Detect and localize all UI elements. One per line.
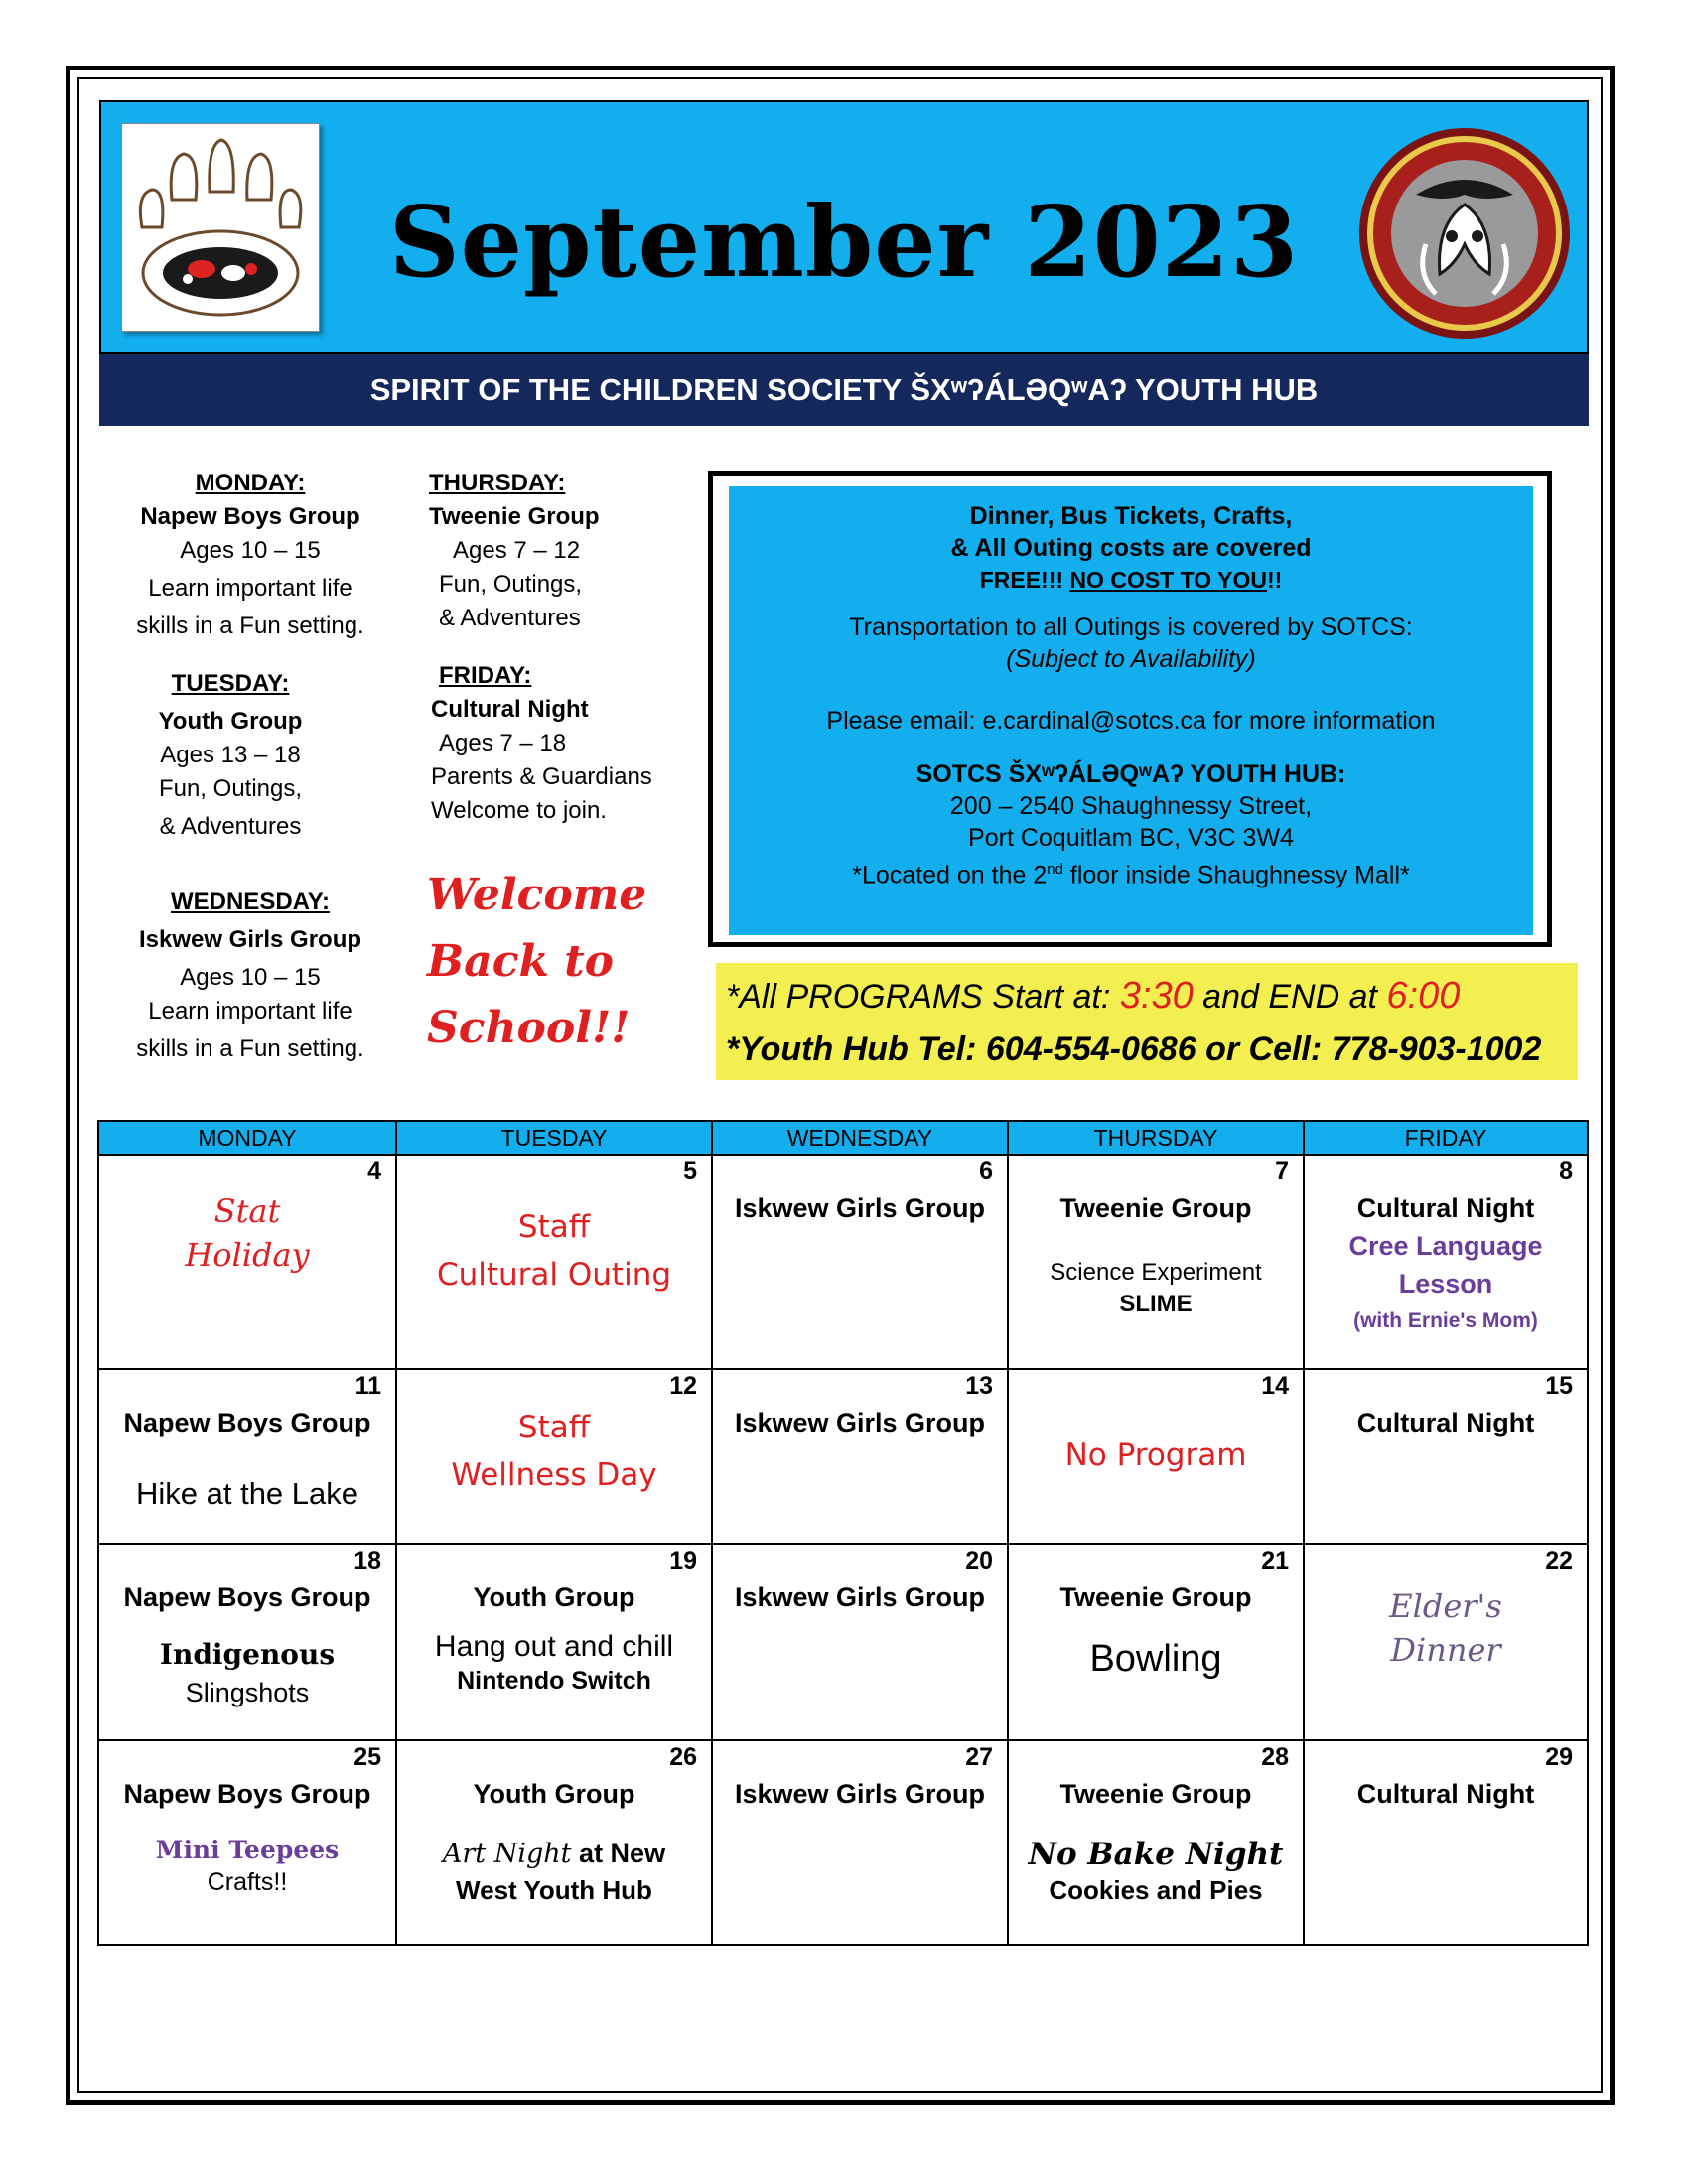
event-line: Stat [213,1192,281,1230]
day-label: FRIDAY: [439,662,532,689]
event-line: SLIME [1119,1291,1193,1317]
location-text: *Located on the 2 [852,861,1048,889]
day-number: 25 [353,1743,381,1771]
end-text: and END at [1193,978,1387,1016]
event-line: Youth Group [473,1779,635,1809]
day-cell [98,1544,396,1740]
event-line: Dinner [1390,1631,1501,1669]
day-number: 8 [1559,1158,1573,1185]
calendar-week [98,1155,1588,1369]
event-line: (with Ernie's Mom) [1353,1309,1538,1332]
event-line: Science Experiment [1050,1259,1262,1286]
day-cell [396,1544,712,1740]
day-cell [1008,1544,1304,1740]
schedule-line: Parents & Guardians [431,763,652,790]
event-line: Cultural Night [1356,1779,1535,1809]
event-line: Lesson [1398,1269,1493,1298]
schedule-thursday [429,467,657,635]
event-line: Cree Language [1348,1231,1543,1261]
schedule-line: Ages 13 – 18 [160,742,301,768]
header-thursday: THURSDAY [1008,1121,1304,1155]
calendar-week [98,1369,1588,1544]
header-friday: FRIDAY [1304,1121,1588,1155]
day-number: 21 [1261,1547,1289,1574]
schedule-line: & Adventures [439,605,581,631]
calendar-grid [97,1120,1589,1946]
day-number: 27 [965,1743,993,1771]
schedule-line: skills in a Fun setting. [136,613,364,639]
day-cell [712,1544,1008,1740]
event-line: Cultural Night [1356,1408,1535,1437]
header-wednesday: WEDNESDAY [712,1121,1008,1155]
group-name: Tweenie Group [429,503,600,530]
event-line: Iskwew Girls Group [734,1193,986,1223]
day-number: 26 [669,1743,697,1771]
day-number: 7 [1275,1158,1289,1185]
event-line: Bowling [1089,1638,1222,1680]
event-line: Napew Boys Group [123,1779,371,1809]
page-title: September 2023 [388,186,1300,300]
event-line: Youth Group [473,1582,635,1612]
schedule-line: Fun, Outings, [158,775,303,802]
schedule-friday [431,659,669,828]
day-cell [712,1369,1008,1544]
address-line: 200 – 2540 Shaughnessy Street, [949,792,1313,820]
bear-paw-icon [121,123,320,332]
day-cell [1304,1369,1588,1544]
event-line-group [397,1835,711,1873]
event-line: West Youth Hub [456,1875,652,1905]
welcome-back-message [427,862,646,1061]
event-line: Napew Boys Group [123,1582,371,1612]
event-line: Tweenie Group [1059,1193,1252,1223]
free-text: FREE!!! [979,567,1064,593]
event-line: Iskwew Girls Group [734,1408,986,1437]
group-name: Cultural Night [431,696,589,723]
schedule-line: Fun, Outings, [439,571,583,598]
schedule-line: Ages 7 – 18 [439,730,567,756]
calendar-week [98,1740,1588,1945]
day-cell [1304,1155,1588,1369]
event-line: Art Night [442,1839,572,1869]
day-label: WEDNESDAY: [170,888,331,915]
day-number: 28 [1261,1743,1289,1771]
day-label: THURSDAY: [429,470,566,496]
schedule-line: Learn important life [148,575,352,602]
transport-line: Transportation to all Outings is covered by SOTCS: [849,614,1413,641]
info-free-line [729,564,1533,596]
event-line: Holiday [185,1236,310,1274]
info-box [729,486,1533,935]
header-monday: MONDAY [98,1121,396,1155]
info-costs-line: Dinner, Bus Tickets, Crafts, [969,502,1293,530]
event-line: Tweenie Group [1059,1779,1252,1809]
subject-line: (Subject to Availability) [1006,645,1256,673]
event-line: Cultural Outing [436,1257,672,1293]
info-costs-line: & All Outing costs are covered [950,534,1312,562]
start-text: *All PROGRAMS Start at: [726,978,1120,1016]
event-line: Cultural Night [1356,1193,1535,1223]
phone-line: *Youth Hub Tel: 604-554-0686 or Cell: 778-903-1002 [726,1030,1542,1068]
day-cell [1304,1740,1588,1945]
schedule-line: & Adventures [159,813,302,840]
event-line: Crafts!! [207,1868,288,1896]
schedule-line: Ages 7 – 12 [453,537,581,564]
location-text: floor inside Shaughnessy Mall* [1062,861,1410,889]
event-line: Slingshots [185,1678,310,1707]
day-cell [396,1740,712,1945]
welcome-line: Welcome [427,870,647,920]
day-cell [712,1155,1008,1369]
day-number: 6 [979,1158,993,1185]
event-line: Cookies and Pies [1049,1875,1263,1905]
day-number: 14 [1261,1372,1289,1400]
day-cell [1008,1740,1304,1945]
schedule-tuesday [121,667,340,844]
day-label: TUESDAY: [171,670,290,697]
address-line: Port Coquitlam BC, V3C 3W4 [968,824,1294,852]
day-number: 5 [683,1158,697,1185]
event-line: Hike at the Lake [135,1476,359,1511]
day-cell [396,1155,712,1369]
no-cost-text: NO COST TO YOU [1069,567,1267,593]
header-tuesday: TUESDAY [396,1121,712,1155]
organization-banner: SPIRIT OF THE CHILDREN SOCIETY ŠXʷʔÁLƏQʷAʔ YOUTH HUB [99,354,1589,426]
group-name: Iskwew Girls Group [138,926,362,953]
day-number: 29 [1545,1743,1573,1771]
day-cell [98,1155,396,1369]
event-line: Hang out and chill [434,1630,674,1663]
day-cell [712,1740,1008,1945]
day-label: MONDAY: [195,470,306,496]
event-line: No Program [1064,1437,1247,1473]
calendar-header-row [98,1121,1588,1155]
location-superscript: nd [1047,861,1063,878]
day-number: 18 [353,1547,381,1574]
schedule-line: Ages 10 – 15 [180,537,321,564]
day-number: 11 [354,1372,381,1400]
schedule-line: Welcome to join. [431,797,607,824]
no-cost-end: !! [1266,567,1283,593]
day-number: 12 [669,1372,697,1400]
program-hours-box [716,963,1578,1080]
day-number: 19 [669,1547,697,1574]
day-cell [98,1740,396,1945]
day-number: 15 [1545,1372,1573,1400]
day-cell [98,1369,396,1544]
event-line: Tweenie Group [1059,1582,1252,1612]
day-cell [396,1369,712,1544]
event-line: Mini Teepees [155,1836,340,1864]
day-number: 4 [367,1158,381,1185]
thunderbird-circle-icon [1356,125,1573,341]
schedule-monday [121,467,379,643]
event-line: at New [579,1839,666,1868]
group-name: Napew Boys Group [140,503,360,530]
event-line: Staff [517,1209,591,1245]
event-line: Napew Boys Group [123,1408,371,1437]
program-times [726,975,1460,1018]
calendar-week [98,1544,1588,1740]
day-number: 13 [965,1372,993,1400]
day-cell [1008,1155,1304,1369]
schedule-line: skills in a Fun setting. [136,1035,364,1062]
email-line: Please email: e.cardinal@sotcs.ca for more information [826,707,1436,735]
day-number: 22 [1545,1547,1573,1574]
location-line [729,854,1533,890]
start-time: 3:30 [1119,975,1194,1017]
event-line: Iskwew Girls Group [734,1779,986,1809]
group-name: Youth Group [158,708,303,735]
day-cell [1304,1544,1588,1740]
day-number: 20 [965,1547,993,1574]
event-line: Nintendo Switch [457,1667,651,1695]
end-time: 6:00 [1386,975,1461,1017]
event-line: Staff [517,1410,591,1445]
hub-title: SOTCS ŠXʷʔÁLƏQʷAʔ YOUTH HUB: [915,760,1346,788]
schedule-wednesday [121,886,379,1066]
event-line: No Bake Night [1028,1837,1284,1872]
event-line: Elder's [1389,1587,1502,1625]
event-line: Iskwew Girls Group [734,1582,986,1612]
day-cell [1008,1369,1304,1544]
schedule-line: Learn important life [148,998,352,1024]
schedule-line: Ages 10 – 15 [180,964,321,991]
welcome-line: School!! [427,1003,631,1053]
event-line: Indigenous [159,1638,336,1671]
event-line: Wellness Day [451,1457,657,1493]
welcome-line: Back to [427,936,614,987]
